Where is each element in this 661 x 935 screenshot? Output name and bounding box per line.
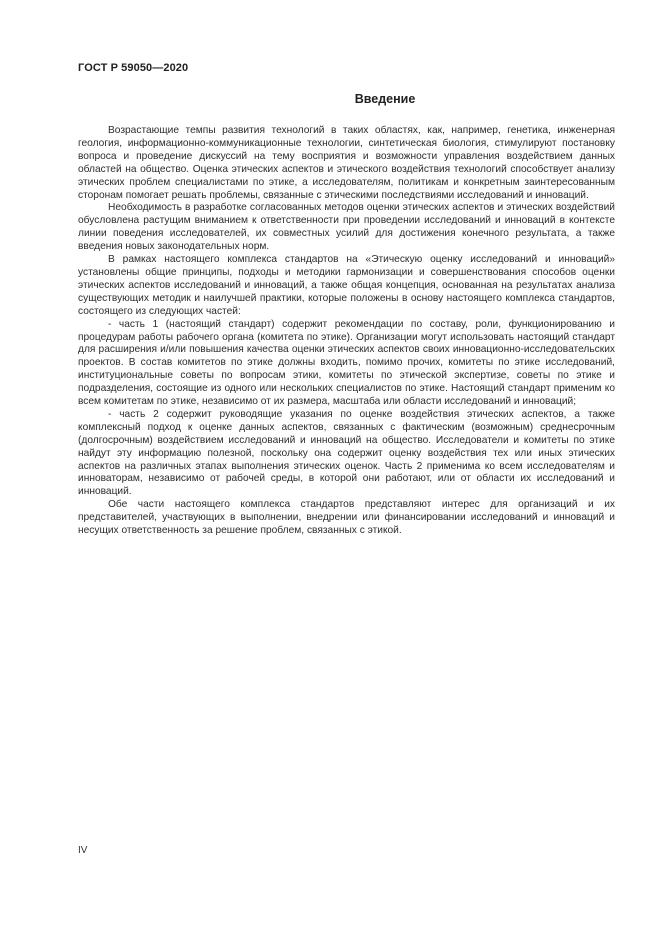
- list-item-part-2: - часть 2 содержит руководящие указания по оценке воздействия этических аспектов, а также комплексный подход к оценке данных аспектов, связанных с фактическим (возможным) среднесрочным (долгосрочным) воздействием исследований и инноваций на общество. Исследователи и комитеты по этике найдут эту информацию полезной, поскольку она содержит оценку воздействия тех или иных этических аспектов на различных этапах выполнения этических оценок. Часть 2 применима ко всем исследователям и инноваторам, независимо от рабочей среды, в которой они работают, или от области их исследований и инноваций.: [78, 408, 615, 498]
- section-title: Введение: [354, 92, 416, 106]
- list-item-part-1: - часть 1 (настоящий стандарт) содержит рекомендации по составу, роли, функционированию и процедурам работы рабочего органа (комитета по этике). Организации могут использовать настоящий стандарт для расширения и/или повышения качества оценки этических аспектов своих инновационно-исследовательских проектов. В состав комитетов по этике должны входить, помимо прочих, комитеты по этике исследований, институциональные советы по вопросам этики, комитеты по этической экспертизе, советы по этике и подразделения, состоящие из одного или нескольких специалистов по этике. Настоящий стандарт применим ко всем комитетам по этике, независимо от их размера, масштаба или области исследований и инноваций;: [78, 318, 615, 408]
- standard-number: ГОСТ Р 59050—2020: [78, 62, 189, 74]
- page-number: IV: [78, 845, 88, 856]
- document-body: [78, 125, 615, 538]
- paragraph-scope: В рамках настоящего комплекса стандартов на «Этическую оценку исследований и инноваций» установлены общие принципы, подходы и методики гармонизации и совершенствования способов оценки этических аспектов исследований и инноваций, а также общая концепция, основанная на результатах анализа существующих методик и наилучшей практики, которые положены в основу настоящего комплекса стандартов, состоящего из следующих частей:: [78, 254, 615, 317]
- paragraph-intro: Возрастающие темпы развития технологий в таких областях, как, например, генетика, инженерная геология, информационно-коммуникационные технологии, синтетическая биология, стимулируют постановку вопроса и проведение дискуссий на тему восприятия и возможности управления воздействием данных областей на общество. Оценка этических аспектов и этического воздействия технологий способствует анализу этических проблем специалистами по этике, а исследователям, политикам и конкретным заинтересованным сторонам помогает решать проблемы, связанные с этическими последствиями исследований и инноваций.: [78, 125, 615, 201]
- paragraph-conclusion: Обе части настоящего комплекса стандартов представляют интерес для организаций и их представителей, участвующих в выполнении, внедрении или финансировании исследований и инноваций и несущих ответственность за решение проблем, связанных с этикой.: [78, 499, 615, 537]
- paragraph-necessity: Необходимость в разработке согласованных методов оценки этических аспектов и этических воздействий обусловлена растущим вниманием к ответственности при проведении исследований и инноваций в контексте линии поведения исследователей, их совместных усилий для достижения конечного результата, а также введения новых законодательных норм.: [78, 202, 615, 253]
